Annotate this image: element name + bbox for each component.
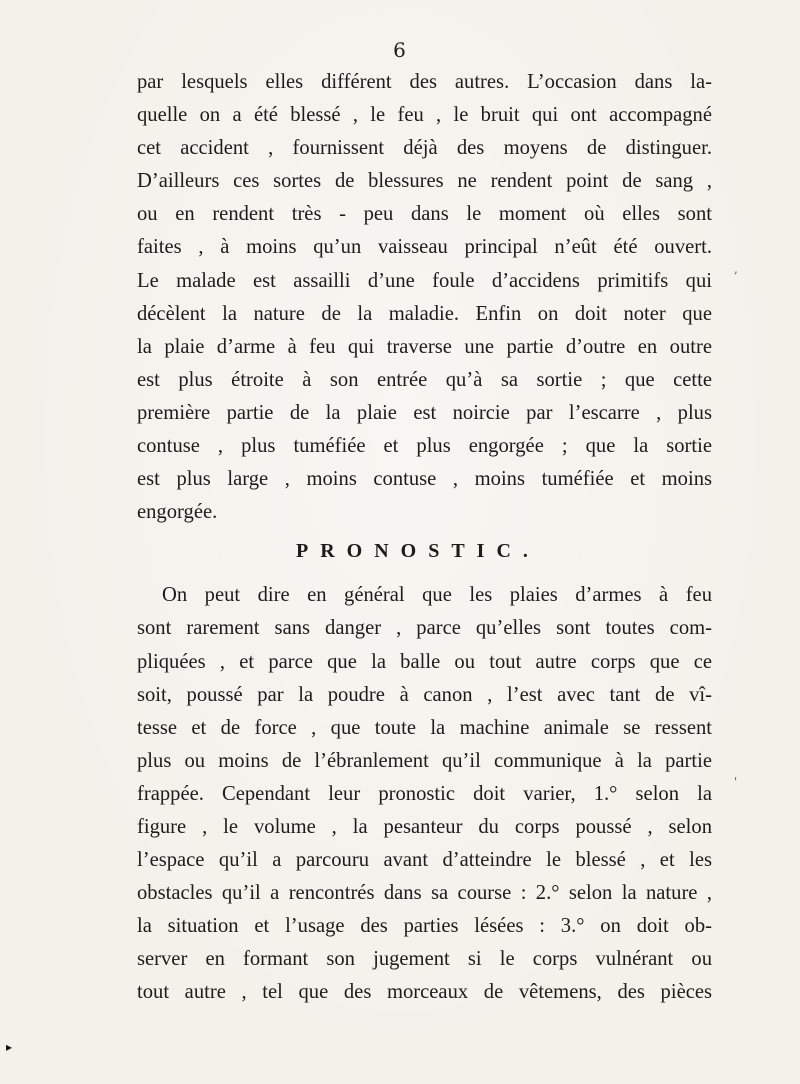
text-line: première partie de la plaie est noircie par l’escarre , plus: [137, 401, 712, 424]
text-line: décèlent la nature de la maladie. Enfin on doit noter que: [137, 302, 712, 325]
text-line: tout autre , tel que des morceaux de vêtemens, des pièces: [137, 981, 712, 1004]
text-line: la plaie d’arme à feu qui traverse une partie d’outre en outre: [137, 335, 712, 358]
body-text: [137, 66, 712, 1010]
text-line: la situation et l’usage des parties lésées : 3.° on doit ob-: [137, 915, 712, 938]
text-line: faites , à moins qu’un vaisseau principal n’eût été ouvert.: [137, 236, 712, 259]
section-heading: PRONOSTIC.: [296, 540, 540, 563]
text-line: D’ailleurs ces sortes de blessures ne rendent point de sang ,: [137, 170, 712, 193]
text-line: sont rarement sans danger , parce qu’elles sont toutes com-: [137, 617, 712, 640]
text-line: frappée. Cependant leur pronostic doit varier, 1.° selon la: [137, 782, 712, 805]
text-line: est plus étroite à son entrée qu’à sa sortie ; que cette: [137, 368, 712, 391]
text-line: engorgée.: [137, 501, 218, 524]
text-line: obstacles qu’il a rencontrés dans sa course : 2.° selon la nature ,: [137, 882, 712, 905]
text-line: quelle on a été blessé , le feu , le bruit qui ont accompagné: [137, 104, 712, 127]
margin-speck: ': [734, 775, 738, 789]
text-line: tesse et de force , que toute la machine animale se ressent: [137, 716, 712, 739]
text-line: server en formant son jugement si le corps vulnérant ou: [137, 948, 712, 971]
text-line: est plus large , moins contuse , moins tuméfiée et moins: [137, 468, 712, 491]
margin-speck: ,: [734, 262, 738, 276]
text-line: cet accident , fournissent déjà des moyens de distinguer.: [137, 137, 712, 160]
text-line: plus ou moins de l’ébranlement qu’il communique à la partie: [137, 749, 712, 772]
text-line: ou en rendent très - peu dans le moment où elles sont: [137, 203, 712, 226]
text-line: l’espace qu’il a parcouru avant d’atteindre le blessé , et les: [137, 849, 712, 872]
margin-speck: ▸: [6, 1040, 13, 1054]
paragraph-prognosis: [137, 579, 712, 1009]
paragraph-identification: [137, 66, 712, 529]
text-line: par lesquels elles différent des autres. L’occasion dans la-: [137, 71, 712, 93]
page-number: 6: [393, 38, 407, 62]
text-line: Le malade est assailli d’une foule d’accidens primitifs qui: [137, 269, 712, 292]
text-line: pliquées , et parce que la balle ou tout autre corps que ce: [137, 650, 712, 673]
text-line: contuse , plus tuméfiée et plus engorgée ; que la sortie: [137, 435, 712, 458]
text-line: On peut dire en général que les plaies d’armes à feu: [162, 584, 712, 607]
text-line: figure , le volume , la pesanteur du corps poussé , selon: [137, 815, 712, 838]
text-line: soit, poussé par la poudre à canon , l’est avec tant de vî-: [137, 683, 712, 706]
